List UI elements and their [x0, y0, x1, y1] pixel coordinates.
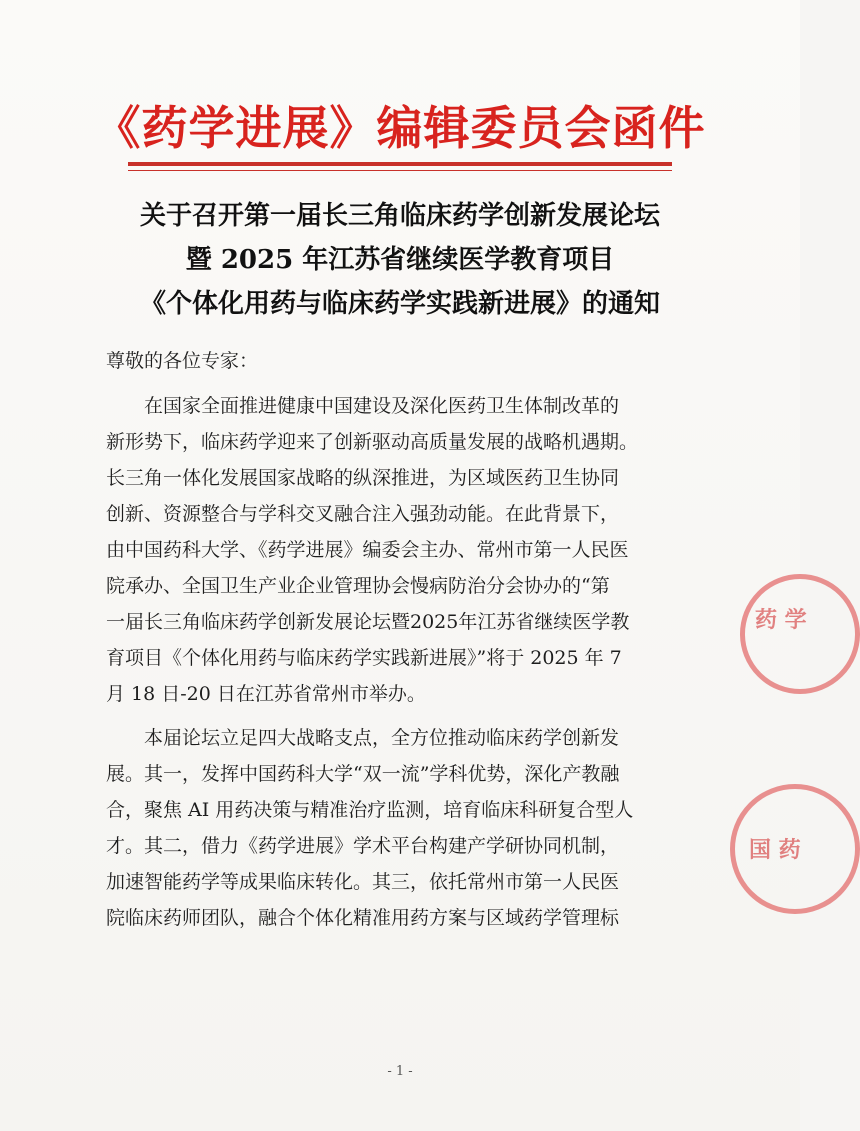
paragraph-1-line: 在国家全面推进健康中国建设及深化医药卫生体制改革的: [144, 395, 620, 417]
title-line-3: 《个体化用药与临床药学实践新进展》的通知: [139, 289, 660, 319]
paragraph-2-line: 本届论坛立足四大战略支点，全方位推动临床药学创新发: [144, 727, 620, 749]
paragraph-1-line: 院承办、全国卫生产业企业管理协会慢病防治分会协办的“第: [106, 575, 610, 597]
paragraph-2: [106, 720, 706, 936]
paragraph-1-line: 长三角一体化发展国家战略的纵深推进，为区域医药卫生协同: [106, 467, 620, 489]
paragraph-2-line: 合，聚焦 AI 用药决策与精准治疗监测，培育临床科研复合型人: [106, 799, 634, 821]
letterhead-title: 《药学进展》编辑委员会函件: [94, 101, 706, 155]
paragraph-1-line: 新形势下，临床药学迎来了创新驱动高质量发展的战略机遇期。: [106, 431, 639, 453]
paragraph-2-line: 加速智能药学等成果临床转化。其三，依托常州市第一人民医: [106, 871, 620, 893]
paragraph-1-line: 一届长三角临床药学创新发展论坛暨2025年江苏省继续医学教: [106, 611, 630, 633]
seal-text: 国 药: [749, 837, 801, 863]
page-number: - 1 -: [387, 1064, 413, 1079]
letterhead-rule-thin: [128, 170, 672, 171]
seal-text: 药 学: [755, 607, 807, 633]
salutation: 尊敬的各位专家：: [106, 350, 259, 372]
official-seal-partial: [730, 784, 860, 914]
paragraph-1-line: 由中国药科大学、《药学进展》编委会主办、常州市第一人民医: [106, 539, 629, 561]
paragraph-2-line: 展。其一，发挥中国药科大学“双一流”学科优势，深化产教融: [106, 763, 620, 785]
title-line-2: 暨 2025 年江苏省继续医学教育项目: [185, 245, 615, 275]
letterhead-rule-thick: [128, 162, 672, 166]
paragraph-1-line: 育项目《个体化用药与临床药学实践新进展》”将于 2025 年 7: [106, 647, 622, 669]
official-seal-partial: [740, 574, 860, 694]
paragraph-2-line: 才。其二，借力《药学进展》学术平台构建产学研协同机制，: [106, 835, 620, 857]
paragraph-1: [106, 388, 706, 712]
paragraph-2-line: 院临床药师团队，融合个体化精准用药方案与区域药学管理标: [106, 907, 620, 929]
paragraph-1-line: 创新、资源整合与学科交叉融合注入强劲动能。在此背景下，: [106, 503, 620, 525]
paragraph-1-line: 月 18 日-20 日在江苏省常州市举办。: [106, 683, 426, 705]
notice-body: [106, 388, 706, 944]
title-line-1: 关于召开第一届长三角临床药学创新发展论坛: [139, 201, 660, 231]
notice-title: [60, 194, 740, 326]
